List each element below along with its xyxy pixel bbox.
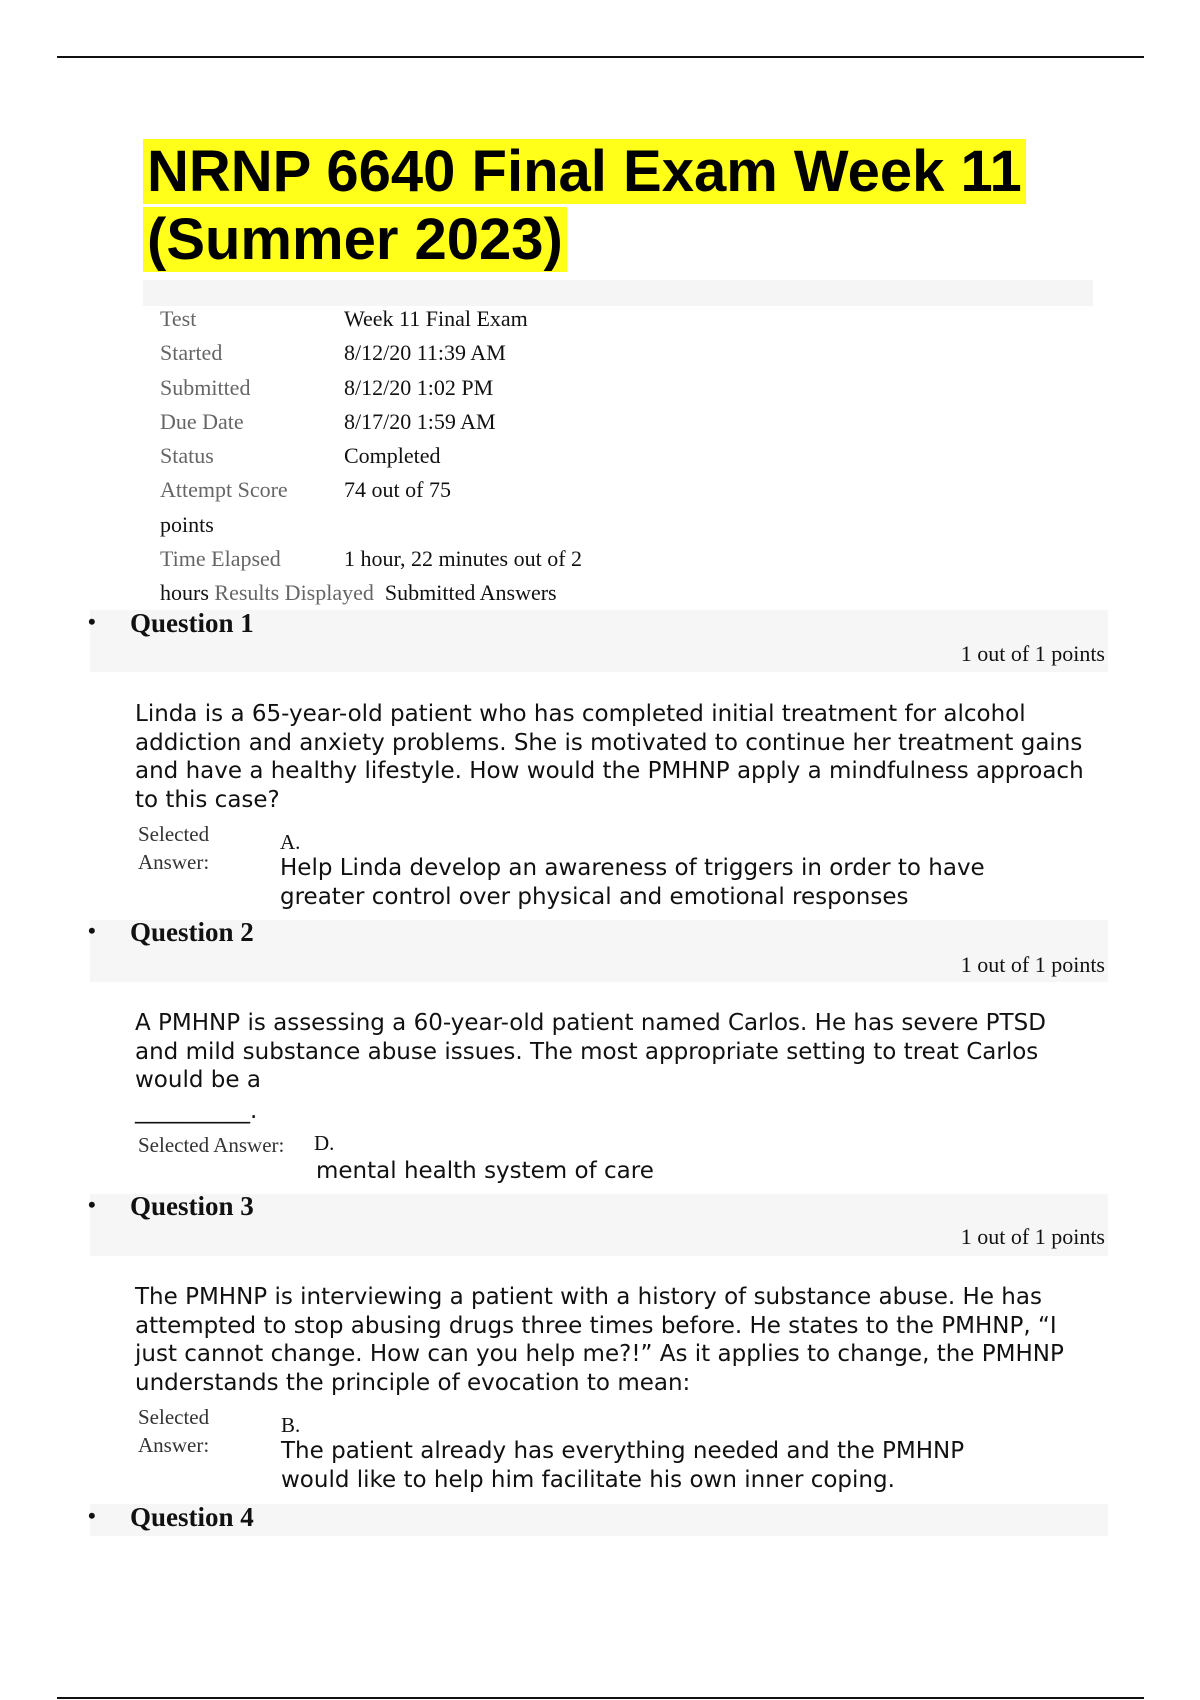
bullet-icon: • — [88, 1503, 96, 1528]
meta-row-score-unit — [160, 508, 860, 542]
meta-label: Time Elapsed — [160, 546, 281, 572]
bottom-rule — [57, 1697, 1144, 1699]
meta-value: Week 11 Final Exam — [344, 306, 528, 331]
bullet-icon: • — [88, 609, 96, 634]
question-points: 1 out of 1 points — [960, 1224, 1105, 1249]
question-points: 1 out of 1 points — [960, 952, 1105, 977]
question-text: The PMHNP is interviewing a patient with a history of substance abuse. He has attempted to stop abusing drugs three times before. He states to the PMHNP, “I just cannot change. How can you help me?!” As it applies to change, the PMHNP understands the principle of evocation to mean: — [135, 1284, 1064, 1396]
meta-label: Submitted — [160, 374, 251, 400]
meta-value: 8/12/20 1:02 PM — [344, 374, 494, 400]
meta-row-due-date — [160, 405, 860, 439]
attempt-details — [160, 302, 860, 611]
selected-answer-letter: B. — [281, 1413, 301, 1437]
meta-unit: hours — [160, 580, 209, 606]
meta-row-time-elapsed — [160, 542, 860, 576]
meta-value: Submitted Answers — [384, 580, 557, 606]
meta-value: 8/12/20 11:39 AM — [344, 340, 506, 366]
selected-answer-letter: D. — [314, 1131, 335, 1155]
question-text: A PMHNP is assessing a 60-year-old patient named Carlos. He has severe PTSD and mild substance abuse issues. The most appropriate setting to treat Carlos would be a — [135, 1010, 1046, 1093]
meta-row-submitted — [160, 371, 860, 405]
selected-answer-letter: A. — [280, 830, 301, 854]
meta-unit: points — [160, 511, 214, 537]
meta-label: Results Displayed — [214, 580, 374, 606]
meta-value: 1 hour, 22 minutes out of 2 — [344, 546, 583, 572]
selected-answer-text: The patient already has everything needed and the PMHNP would like to help him facilitate his own inner coping. — [281, 1438, 965, 1493]
selected-answer-label: Selected Answer: — [138, 1133, 285, 1157]
selected-answer-text: Help Linda develop an awareness of triggers in order to have greater control over physical and emotional responses — [280, 855, 985, 910]
meta-value: 8/17/20 1:59 AM — [344, 408, 496, 434]
meta-value: 74 out of 75 — [344, 477, 451, 503]
question-text: Linda is a 65-year-old patient who has completed initial treatment for alcohol addiction and anxiety problems. She is motivated to continue her treatment gains and have a healthy lifestyle. How would the PMHNP apply a mindfulness approach to this case? — [135, 701, 1084, 813]
meta-row-status — [160, 439, 860, 473]
question-heading: • Question 4 — [88, 1502, 254, 1532]
meta-row-started — [160, 336, 860, 370]
question-points: 1 out of 1 points — [960, 641, 1105, 666]
meta-label: Test — [160, 306, 197, 331]
selected-answer-label: Selected Answer: — [138, 822, 210, 874]
meta-label: Status — [160, 443, 214, 469]
meta-label: Attempt Score — [160, 477, 288, 503]
selected-answer-text: mental health system of care — [316, 1158, 654, 1184]
meta-row-test — [160, 302, 860, 336]
bullet-icon: • — [88, 918, 96, 943]
meta-row-attempt-score — [160, 473, 860, 507]
top-rule — [57, 56, 1144, 58]
question-heading: • Question 1 — [88, 608, 254, 638]
meta-value: Completed — [344, 443, 441, 469]
meta-row-results-displayed — [160, 576, 860, 610]
page-title: NRNP 6640 Final Exam Week 11 (Summer 2023) — [143, 138, 1043, 274]
question-heading: • Question 2 — [88, 917, 254, 947]
bullet-icon: • — [88, 1192, 96, 1217]
question-blank: __________. — [135, 1098, 258, 1124]
selected-answer-label: Selected Answer: — [138, 1405, 210, 1457]
meta-label: Started — [160, 340, 223, 366]
question-heading: • Question 3 — [88, 1191, 254, 1221]
meta-label: Due Date — [160, 408, 244, 434]
